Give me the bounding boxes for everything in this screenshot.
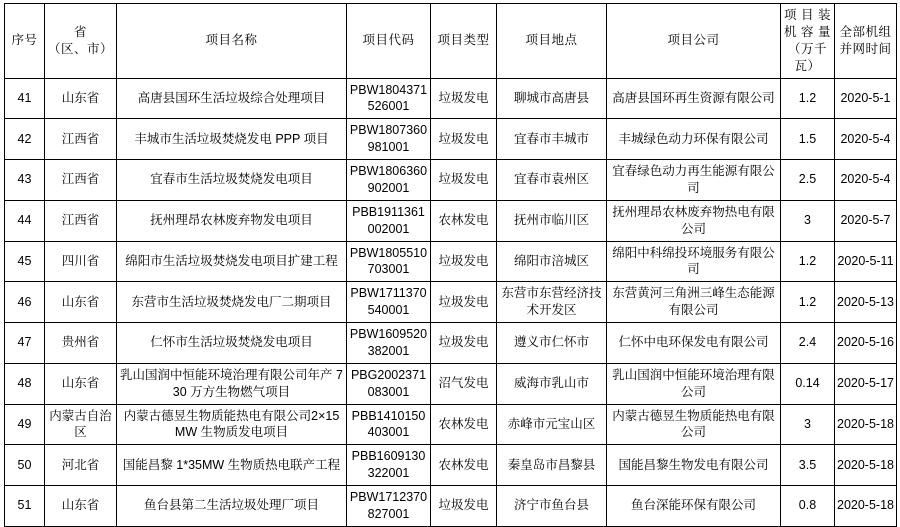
column-header-grid-time-line1: 全部机组 (839, 24, 892, 39)
column-header-capacity-line2: 机 容 量 (784, 24, 831, 39)
cell-project-code: PBW1609520382001 (347, 323, 431, 364)
cell-project-name: 仁怀市生活垃圾焚烧发电项目 (117, 323, 347, 364)
cell-grid-time: 2020-5-18 (835, 486, 897, 527)
table-row (5, 404, 897, 445)
cell-project-company: 绵阳中科绵投环境服务有限公司 (607, 241, 781, 282)
cell-grid-time: 2020-5-4 (835, 119, 897, 160)
column-header-capacity (781, 4, 835, 79)
cell-capacity: 3 (781, 404, 835, 445)
cell-project-company: 东营黄河三角洲三峰生态能源有限公司 (607, 282, 781, 323)
cell-project-name: 鱼台县第二生活垃圾处理厂项目 (117, 486, 347, 527)
column-header-project-location: 项目地点 (497, 4, 607, 79)
cell-project-company: 乳山国润中恒能环境治理有限公司 (607, 363, 781, 404)
cell-seq: 48 (5, 363, 45, 404)
cell-seq: 50 (5, 445, 45, 486)
column-header-province-line2: （区、市） (47, 41, 113, 56)
cell-project-company: 抚州理昂农林废弃物热电有限公司 (607, 200, 781, 241)
table-row (5, 282, 897, 323)
cell-project-company: 丰城绿色动力环保有限公司 (607, 119, 781, 160)
cell-capacity: 0.14 (781, 363, 835, 404)
cell-province: 山东省 (45, 363, 117, 404)
table-header-row (5, 4, 897, 79)
cell-project-code: PBB1911361002001 (347, 200, 431, 241)
table-row (5, 200, 897, 241)
cell-project-name: 宜春市生活垃圾焚烧发电项目 (117, 160, 347, 201)
table-body (5, 78, 897, 526)
cell-capacity: 1.2 (781, 78, 835, 119)
cell-seq: 49 (5, 404, 45, 445)
cell-capacity: 1.5 (781, 119, 835, 160)
cell-project-name: 抚州理昂农林废弃物发电项目 (117, 200, 347, 241)
cell-project-type: 垃圾发电 (431, 323, 497, 364)
cell-project-location: 抚州市临川区 (497, 200, 607, 241)
column-header-grid-time (835, 4, 897, 79)
cell-province: 贵州省 (45, 323, 117, 364)
cell-capacity: 1.2 (781, 241, 835, 282)
cell-province: 山东省 (45, 486, 117, 527)
cell-project-type: 垃圾发电 (431, 160, 497, 201)
cell-project-code: PBB1410150403001 (347, 404, 431, 445)
cell-project-code: PBW1807360981001 (347, 119, 431, 160)
cell-seq: 45 (5, 241, 45, 282)
cell-project-company: 国能昌黎生物发电有限公司 (607, 445, 781, 486)
cell-province: 山东省 (45, 78, 117, 119)
cell-grid-time: 2020-5-18 (835, 404, 897, 445)
cell-project-location: 宜春市丰城市 (497, 119, 607, 160)
cell-project-name: 东营市生活垃圾焚烧发电厂二期项目 (117, 282, 347, 323)
cell-project-code: PBW1712370827001 (347, 486, 431, 527)
cell-project-code: PBW1711370540001 (347, 282, 431, 323)
column-header-province (45, 4, 117, 79)
column-header-project-type: 项目类型 (431, 4, 497, 79)
cell-seq: 41 (5, 78, 45, 119)
table-row (5, 78, 897, 119)
cell-grid-time: 2020-5-16 (835, 323, 897, 364)
cell-grid-time: 2020-5-13 (835, 282, 897, 323)
cell-project-type: 垃圾发电 (431, 282, 497, 323)
cell-project-code: PBW1805510703001 (347, 241, 431, 282)
document-page (0, 3, 900, 521)
cell-province: 河北省 (45, 445, 117, 486)
cell-province: 山东省 (45, 282, 117, 323)
table-row (5, 323, 897, 364)
cell-project-code: PBW1806360902001 (347, 160, 431, 201)
cell-grid-time: 2020-5-1 (835, 78, 897, 119)
cell-seq: 43 (5, 160, 45, 201)
cell-project-code: PBB1609130322001 (347, 445, 431, 486)
cell-project-company: 仁怀中电环保发电有限公司 (607, 323, 781, 364)
cell-seq: 44 (5, 200, 45, 241)
table-row (5, 119, 897, 160)
cell-project-location: 东营市东营经济技术开发区 (497, 282, 607, 323)
cell-province: 江西省 (45, 160, 117, 201)
table-row (5, 486, 897, 527)
cell-seq: 42 (5, 119, 45, 160)
cell-project-company: 高唐县国环再生资源有限公司 (607, 78, 781, 119)
column-header-capacity-line3: （万千瓦） (787, 41, 827, 73)
cell-project-company: 内蒙古德昱生物质能热电有限公司 (607, 404, 781, 445)
table-row (5, 445, 897, 486)
cell-project-location: 赤峰市元宝山区 (497, 404, 607, 445)
cell-province: 四川省 (45, 241, 117, 282)
project-list-table (4, 3, 897, 527)
cell-project-type: 沼气发电 (431, 363, 497, 404)
cell-project-company: 鱼台深能环保有限公司 (607, 486, 781, 527)
column-header-project-name: 项目名称 (117, 4, 347, 79)
cell-capacity: 3.5 (781, 445, 835, 486)
column-header-project-code: 项目代码 (347, 4, 431, 79)
cell-seq: 47 (5, 323, 45, 364)
cell-project-type: 农林发电 (431, 404, 497, 445)
cell-project-name: 内蒙古德昱生物质能热电有限公司2×15MW 生物质发电项目 (117, 404, 347, 445)
cell-project-location: 秦皇岛市昌黎县 (497, 445, 607, 486)
cell-project-type: 垃圾发电 (431, 486, 497, 527)
cell-province: 江西省 (45, 119, 117, 160)
cell-project-type: 农林发电 (431, 200, 497, 241)
cell-project-code: PBW1804371526001 (347, 78, 431, 119)
cell-grid-time: 2020-5-11 (835, 241, 897, 282)
cell-capacity: 0.8 (781, 486, 835, 527)
column-header-capacity-line1: 项 目 装 (784, 8, 831, 22)
table-row (5, 241, 897, 282)
cell-grid-time: 2020-5-7 (835, 200, 897, 241)
cell-grid-time: 2020-5-18 (835, 445, 897, 486)
cell-grid-time: 2020-5-4 (835, 160, 897, 201)
cell-project-type: 垃圾发电 (431, 241, 497, 282)
cell-province: 内蒙古自治区 (45, 404, 117, 445)
cell-project-name: 丰城市生活垃圾焚烧发电 PPP 项目 (117, 119, 347, 160)
column-header-seq: 序号 (5, 4, 45, 79)
cell-project-location: 聊城市高唐县 (497, 78, 607, 119)
cell-project-location: 威海市乳山市 (497, 363, 607, 404)
cell-project-location: 济宁市鱼台县 (497, 486, 607, 527)
cell-seq: 46 (5, 282, 45, 323)
cell-capacity: 3 (781, 200, 835, 241)
cell-project-type: 垃圾发电 (431, 119, 497, 160)
cell-project-type: 垃圾发电 (431, 78, 497, 119)
cell-project-name: 乳山国润中恒能环境治理有限公司年产 730 万方生物燃气项目 (117, 363, 347, 404)
cell-province: 江西省 (45, 200, 117, 241)
cell-project-company: 宜春绿色动力再生能源有限公司 (607, 160, 781, 201)
column-header-grid-time-line2: 并网时间 (839, 41, 892, 56)
cell-project-name: 绵阳市生活垃圾焚烧发电项目扩建工程 (117, 241, 347, 282)
cell-capacity: 1.2 (781, 282, 835, 323)
cell-grid-time: 2020-5-17 (835, 363, 897, 404)
cell-project-location: 遵义市仁怀市 (497, 323, 607, 364)
column-header-project-company: 项目公司 (607, 4, 781, 79)
cell-seq: 51 (5, 486, 45, 527)
cell-project-location: 宜春市袁州区 (497, 160, 607, 201)
cell-project-code: PBG2002371083001 (347, 363, 431, 404)
cell-capacity: 2.5 (781, 160, 835, 201)
column-header-province-line1: 省 (73, 24, 87, 39)
cell-project-name: 国能昌黎 1*35MW 生物质热电联产工程 (117, 445, 347, 486)
cell-capacity: 2.4 (781, 323, 835, 364)
cell-project-location: 绵阳市涪城区 (497, 241, 607, 282)
cell-project-type: 农林发电 (431, 445, 497, 486)
cell-project-name: 高唐县国环生活垃圾综合处理项目 (117, 78, 347, 119)
table-row (5, 160, 897, 201)
table-row (5, 363, 897, 404)
